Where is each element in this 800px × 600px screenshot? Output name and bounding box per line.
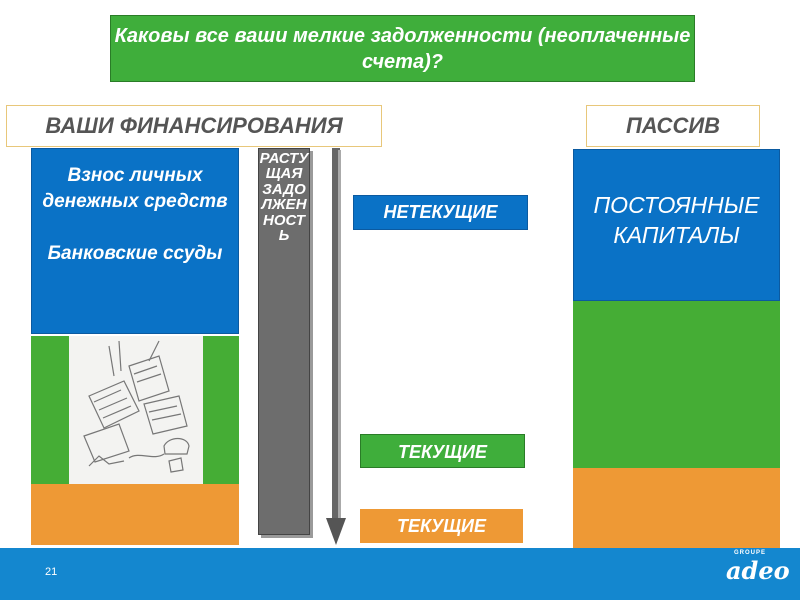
- page-number: 21: [45, 566, 58, 578]
- left-orange-block: [31, 484, 239, 545]
- slide-title: Каковы все ваши мелкие задолженности (неоплаченные счета)?: [110, 15, 695, 82]
- down-arrow-icon: [326, 148, 346, 546]
- adeo-logo: [726, 550, 790, 585]
- logo-small-text: GROUPE: [734, 550, 767, 556]
- non-current-label: НЕТЕКУЩИЕ: [353, 195, 528, 230]
- own-funds-bank-loans-box: Взнос личных денежных средств Банковские ссуды: [31, 148, 239, 334]
- liabilities-header: ПАССИВ: [586, 105, 760, 147]
- right-orange-block: [573, 468, 780, 549]
- current-label-green: ТЕКУЩИЕ: [360, 434, 525, 468]
- permanent-capital-box: ПОСТОЯННЫЕ КАПИТАЛЫ: [573, 149, 780, 301]
- logo-text: adeo: [726, 556, 790, 585]
- current-label-orange: ТЕКУЩИЕ: [360, 509, 523, 543]
- invoice-sketch-image: [69, 336, 203, 484]
- right-green-block: [573, 301, 780, 468]
- footer-bar: [0, 548, 800, 600]
- growing-debt-vertical-label: РАСТУЩАЯ ЗАДОЛЖЕННОСТЬ: [258, 148, 310, 535]
- financing-header: ВАШИ ФИНАНСИРОВАНИЯ: [6, 105, 382, 147]
- sketch-drawing: [69, 336, 203, 484]
